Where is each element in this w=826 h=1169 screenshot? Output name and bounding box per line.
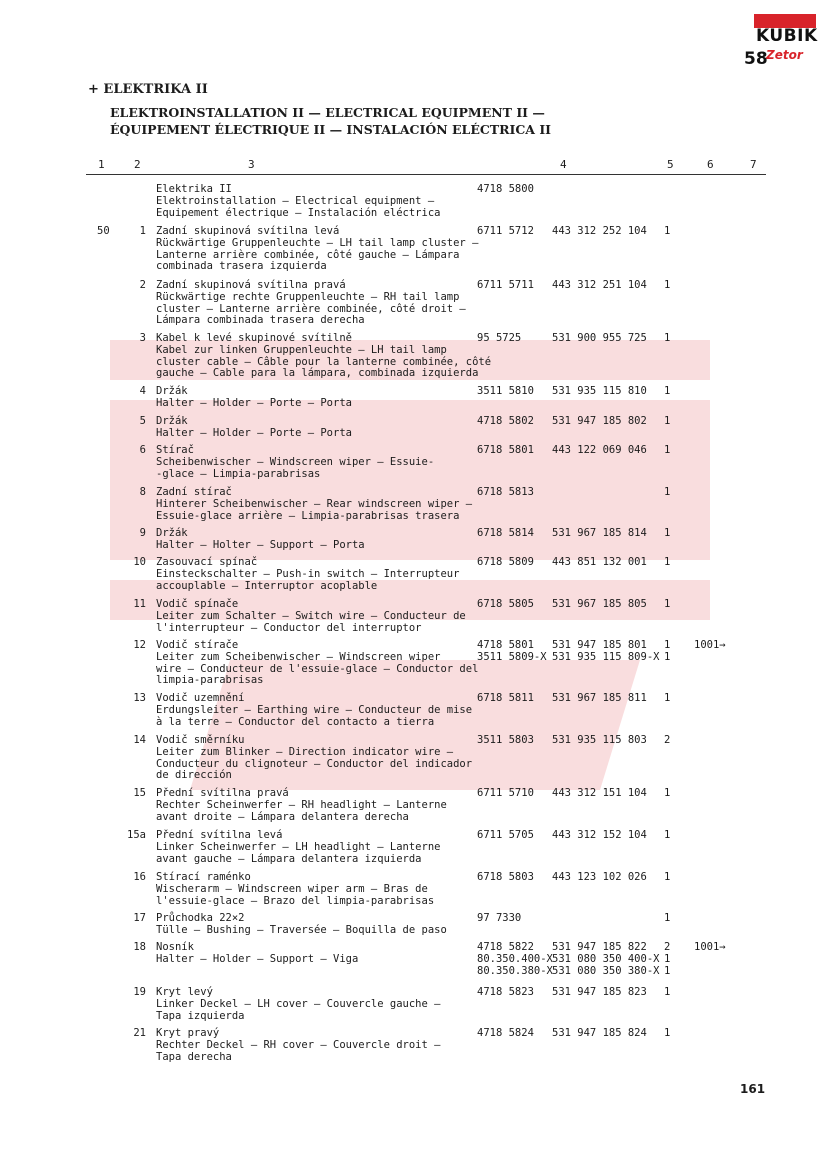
cell-qty: 1	[664, 225, 671, 237]
cell-alt: 443 123 102 026	[552, 871, 647, 883]
cell-alt: 443 312 251 104	[552, 279, 647, 291]
cell-pos: 5	[139, 415, 146, 427]
cell-qty: 2	[664, 734, 671, 746]
cell-part: 4718 5824	[477, 1027, 534, 1039]
cell-desc: Zadní skupinová svítilna pravá Rückwärtige rechte Gruppenleuchte — RH tail lamp cluster — Lanterne arrière combinée, côté droit — Lámpara combinada trasera derecha	[156, 279, 466, 327]
cell-qty: 1	[664, 598, 671, 610]
cell-note: 1001→	[694, 941, 726, 953]
cell-desc: Kryt levý Linker Deckel — LH cover — Couvercle gauche — Tapa izquierda	[156, 986, 441, 1022]
cell-qty: 1	[664, 787, 671, 799]
cell-desc: Držák Halter — Holder — Porte — Porta	[156, 415, 352, 439]
section-subtitle-2: ÉQUIPEMENT ÉLECTRIQUE II — INSTALACIÓN ELÉCTRICA II	[110, 122, 552, 137]
cell-qty: 1	[664, 385, 671, 397]
cell-desc: Kabel k levé skupinové svítilně Kabel zur linken Gruppenleuchte — LH tail lamp cluster cable — Câble pour la lanterne combinée, côté gauche — Cable para la lámpara, combinada izquierda	[156, 332, 492, 380]
cell-desc: Kryt pravý Rechter Deckel — RH cover — Couvercle droit — Tapa derecha	[156, 1027, 441, 1063]
cell-desc: Držák Halter — Holter — Support — Porta	[156, 527, 365, 551]
cell-part: 6718 5814	[477, 527, 534, 539]
cell-qty: 1	[664, 692, 671, 704]
section-title: + ELEKTRIKA II	[88, 82, 208, 97]
cell-alt: 531 900 955 725	[552, 332, 647, 344]
cell-pos: 19	[133, 986, 146, 998]
cell-part: 6718 5805	[477, 598, 534, 610]
page-number: 161	[740, 1082, 766, 1096]
cell-desc: Zadní skupinová svítilna levá Rückwärtige Gruppenleuchte — LH tail lamp cluster — Lanterne arrière combinée, côté gauche — Lámpara combinada trasera izquierda	[156, 225, 479, 273]
column-header-7: 7	[750, 158, 757, 171]
cell-alt: 531 935 115 810	[552, 385, 647, 397]
cell-qty: 2 1 1	[664, 941, 671, 977]
cell-note: 1001→	[694, 639, 726, 651]
cell-alt: 531 967 185 811	[552, 692, 647, 704]
cell-pos: 21	[133, 1027, 146, 1039]
cell-desc: Zasouvací spínač Einsteckschalter — Push-in switch — Interrupteur accouplable — Interruptor acoplable	[156, 556, 460, 592]
cell-pos: 17	[133, 912, 146, 924]
cell-part: 4718 5801 3511 5809-X	[477, 639, 547, 663]
cell-desc: Přední svítilna levá Linker Scheinwerfer — LH headlight — Lanterne avant gauche — Lámpara delantera izquierda	[156, 829, 441, 865]
cell-alt: 531 935 115 803	[552, 734, 647, 746]
section-subtitle-1: ELEKTROINSTALLATION II — ELECTRICAL EQUIPMENT II —	[110, 105, 545, 120]
cell-part: 4718 5822 80.350.400-X 80.350.380-X	[477, 941, 553, 977]
cell-pos: 6	[139, 444, 146, 456]
cell-pos: 8	[139, 486, 146, 498]
column-header-5: 5	[667, 158, 674, 171]
cell-alt: 443 312 252 104	[552, 225, 647, 237]
column-header-2: 2	[134, 158, 141, 171]
cell-pos: 12	[133, 639, 146, 651]
cell-part: 4718 5802	[477, 415, 534, 427]
cell-part: 6718 5809	[477, 556, 534, 568]
cell-desc: Zadní stírač Hinterer Scheibenwischer — Rear windscreen wiper — Essuie-glace arrière — Limpia-parabrisas trasera	[156, 486, 473, 522]
cell-qty: 1 1	[664, 639, 671, 663]
cell-pos: 2	[139, 279, 146, 291]
cell-pos: 15	[133, 787, 146, 799]
cell-pos: 18	[133, 941, 146, 953]
cell-alt: 531 967 185 814	[552, 527, 647, 539]
cell-pos: 1	[139, 225, 146, 237]
cell-pos: 3	[139, 332, 146, 344]
cell-desc: Vodič uzemnění Erdungsleiter — Earthing wire — Conducteur de mise à la terre — Conductor del contacto a tierra	[156, 692, 473, 728]
cell-qty: 1	[664, 1027, 671, 1039]
cell-desc: Elektrika II Elektroinstallation — Electrical equipment — Equipement électrique — Instalación eléctrica	[156, 183, 441, 219]
cell-part: 95 5725	[477, 332, 522, 344]
cell-part: 4718 5823	[477, 986, 534, 998]
cell-qty: 1	[664, 829, 671, 841]
cell-pos: 11	[133, 598, 146, 610]
cell-part: 6718 5811	[477, 692, 534, 704]
cell-pos: 15a	[127, 829, 146, 841]
cell-pos: 10	[133, 556, 146, 568]
cell-alt: 531 967 185 805	[552, 598, 647, 610]
cell-desc: Průchodka 22×2 Tülle — Bushing — Traversée — Boquilla de paso	[156, 912, 447, 936]
cell-qty: 1	[664, 871, 671, 883]
cell-part: 6718 5813	[477, 486, 534, 498]
cell-qty: 1	[664, 279, 671, 291]
cell-alt: 443 312 151 104	[552, 787, 647, 799]
cell-pos: 9	[139, 527, 146, 539]
cell-qty: 1	[664, 332, 671, 344]
cell-pos: 14	[133, 734, 146, 746]
cell-qty: 1	[664, 415, 671, 427]
cell-qty: 1	[664, 912, 671, 924]
cell-alt: 531 947 185 802	[552, 415, 647, 427]
cell-qty: 1	[664, 527, 671, 539]
cell-alt: 531 947 185 801 531 935 115 809-X	[552, 639, 660, 663]
cell-part: 6711 5710	[477, 787, 534, 799]
column-header-1: 1	[98, 158, 105, 171]
column-header-6: 6	[707, 158, 714, 171]
cell-alt: 531 947 185 823	[552, 986, 647, 998]
cell-desc: Vodič směrníku Leiter zum Blinker — Direction indicator wire — Conducteur du clignoteur — Conductor del indicador de dirección	[156, 734, 473, 782]
cell-pos: 16	[133, 871, 146, 883]
cell-desc: Držák Halter — Holder — Porte — Porta	[156, 385, 352, 409]
cell-part: 6718 5803	[477, 871, 534, 883]
corner-page-number: 58	[744, 49, 768, 69]
cell-qty: 1	[664, 486, 671, 498]
cell-alt: 443 851 132 001	[552, 556, 647, 568]
cell-alt: 531 947 185 824	[552, 1027, 647, 1039]
cell-desc: Přední svítilna pravá Rechter Scheinwerfer — RH headlight — Lanterne avant droite — Lámpara delantera derecha	[156, 787, 447, 823]
cell-pos: 4	[139, 385, 146, 397]
column-header-4: 4	[560, 158, 567, 171]
cell-part: 6711 5712	[477, 225, 534, 237]
cell-qty: 1	[664, 986, 671, 998]
column-header-3: 3	[248, 158, 255, 171]
cell-fig: 50	[97, 225, 110, 237]
cell-alt: 443 122 069 046	[552, 444, 647, 456]
cell-part: 3511 5810	[477, 385, 534, 397]
cell-pos: 13	[133, 692, 146, 704]
cell-part: 6711 5711	[477, 279, 534, 291]
cell-part: 6711 5705	[477, 829, 534, 841]
cell-alt: 531 947 185 822 531 080 350 400-X 531 080 350 380-X	[552, 941, 660, 977]
cell-desc: Vodič stírače Leiter zum Scheibenwischer — Windscreen wiper wire — Conducteur de l'essuie-glace — Conductor del limpia-parabrisas	[156, 639, 479, 687]
logo-sub-brand: Zetor	[766, 48, 803, 62]
logo-brand-name: KUBIK	[756, 26, 818, 46]
cell-part: 3511 5803	[477, 734, 534, 746]
cell-alt: 443 312 152 104	[552, 829, 647, 841]
cell-qty: 1	[664, 556, 671, 568]
cell-desc: Nosník Halter — Holder — Support — Viga	[156, 941, 359, 965]
cell-part: 6718 5801	[477, 444, 534, 456]
cell-part: 97 7330	[477, 912, 522, 924]
cell-qty: 1	[664, 444, 671, 456]
cell-desc: Stírač Scheibenwischer — Windscreen wiper — Essuie- -glace — Limpia-parabrisas	[156, 444, 435, 480]
header-rule	[86, 174, 766, 175]
cell-part: 4718 5800	[477, 183, 534, 195]
cell-desc: Vodič spínače Leiter zum Schalter — Switch wire — Conducteur de l'interrupteur — Conductor del interruptor	[156, 598, 466, 634]
cell-desc: Stírací raménko Wischerarm — Windscreen wiper arm — Bras de l'essuie-glace — Brazo del limpia-parabrisas	[156, 871, 435, 907]
